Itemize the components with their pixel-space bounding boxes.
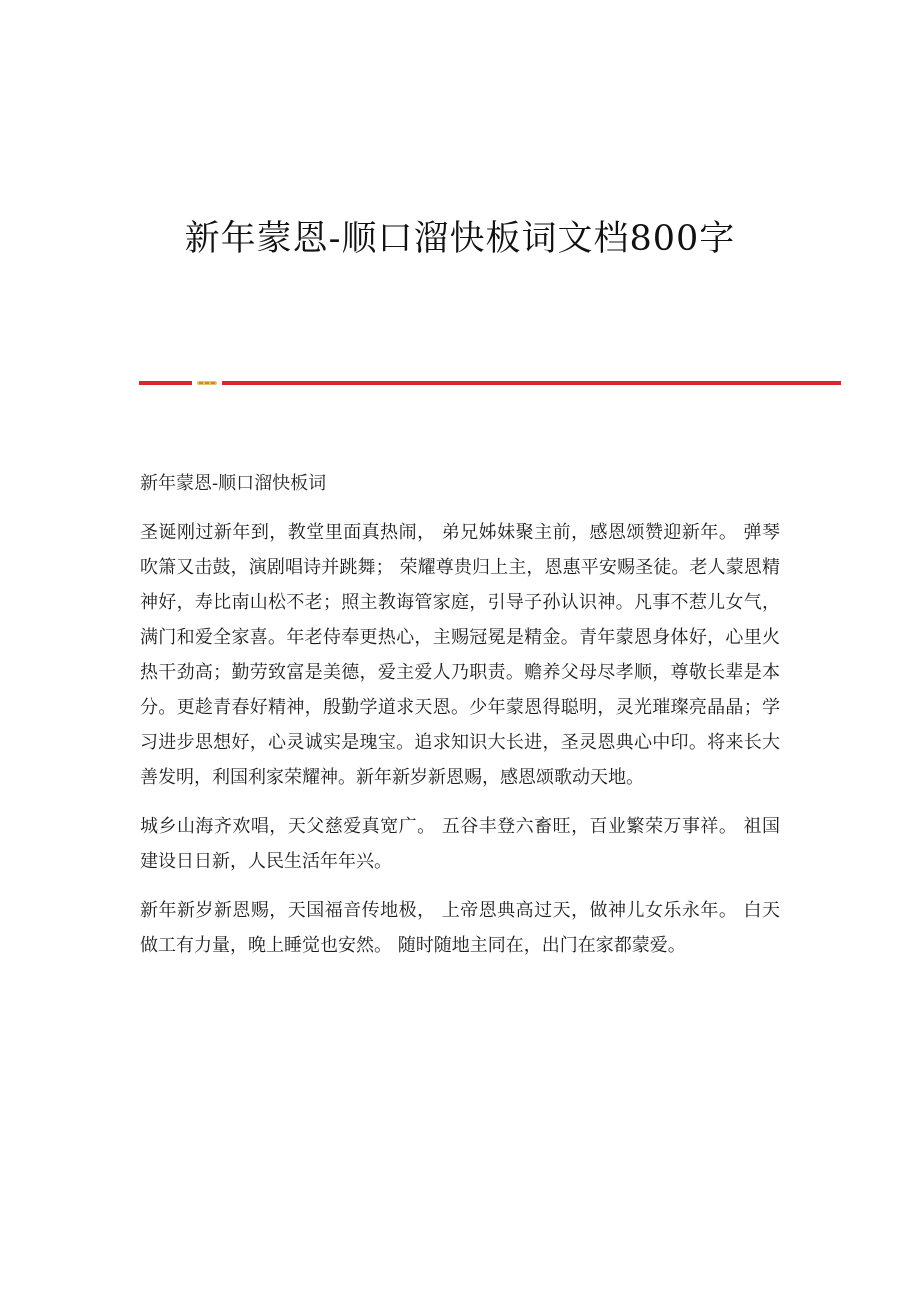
document-title: 新年蒙恩-顺口溜快板词文档800字 — [184, 219, 736, 259]
divider-ornament-icon — [197, 380, 217, 386]
document-body — [140, 466, 780, 977]
title-divider — [139, 380, 841, 386]
divider-left-segment — [139, 381, 192, 385]
divider-right-segment — [222, 381, 841, 385]
document-subtitle: 新年蒙恩-顺口溜快板词 — [140, 473, 327, 494]
paragraph-1: 圣诞刚过新年到，教堂里面真热闹， 弟兄姊妹聚主前，感恩颂赞迎新年。 弹琴吹箫又击鼓，演剧唱诗并跳舞； 荣耀尊贵归上主，恩惠平安赐圣徒。老人蒙恩精神好，寿比南山松不老；照主教诲管家庭，引导子孙认识神。凡事不惹儿女气，满门和爱全家喜。年老侍奉更热心，主赐冠冕是精金。青年蒙恩身体好，心里火热干劲高；勤劳致富是美德，爱主爱人乃职责。赡养父母尽孝顺，尊敬长辈是本分。更趁青春好精神，殷勤学道求天恩。少年蒙恩得聪明，灵光璀璨亮晶晶；学习进步思想好，心灵诚实是瑰宝。追求知识大长进，圣灵恩典心中印。将来长大善发明，利国利家荣耀神。新年新岁新恩赐，感恩颂歌动天地。 — [140, 522, 780, 788]
paragraph-3: 新年新岁新恩赐，天国福音传地极， 上帝恩典高过天，做神儿女乐永年。 白天做工有力量，晚上睡觉也安然。 随时随地主同在，出门在家都蒙爱。 — [140, 900, 780, 956]
paragraph-2: 城乡山海齐欢唱，天父慈爱真宽广。 五谷丰登六畜旺，百业繁荣万事祥。 祖国建设日日新，人民生活年年兴。 — [140, 816, 780, 872]
